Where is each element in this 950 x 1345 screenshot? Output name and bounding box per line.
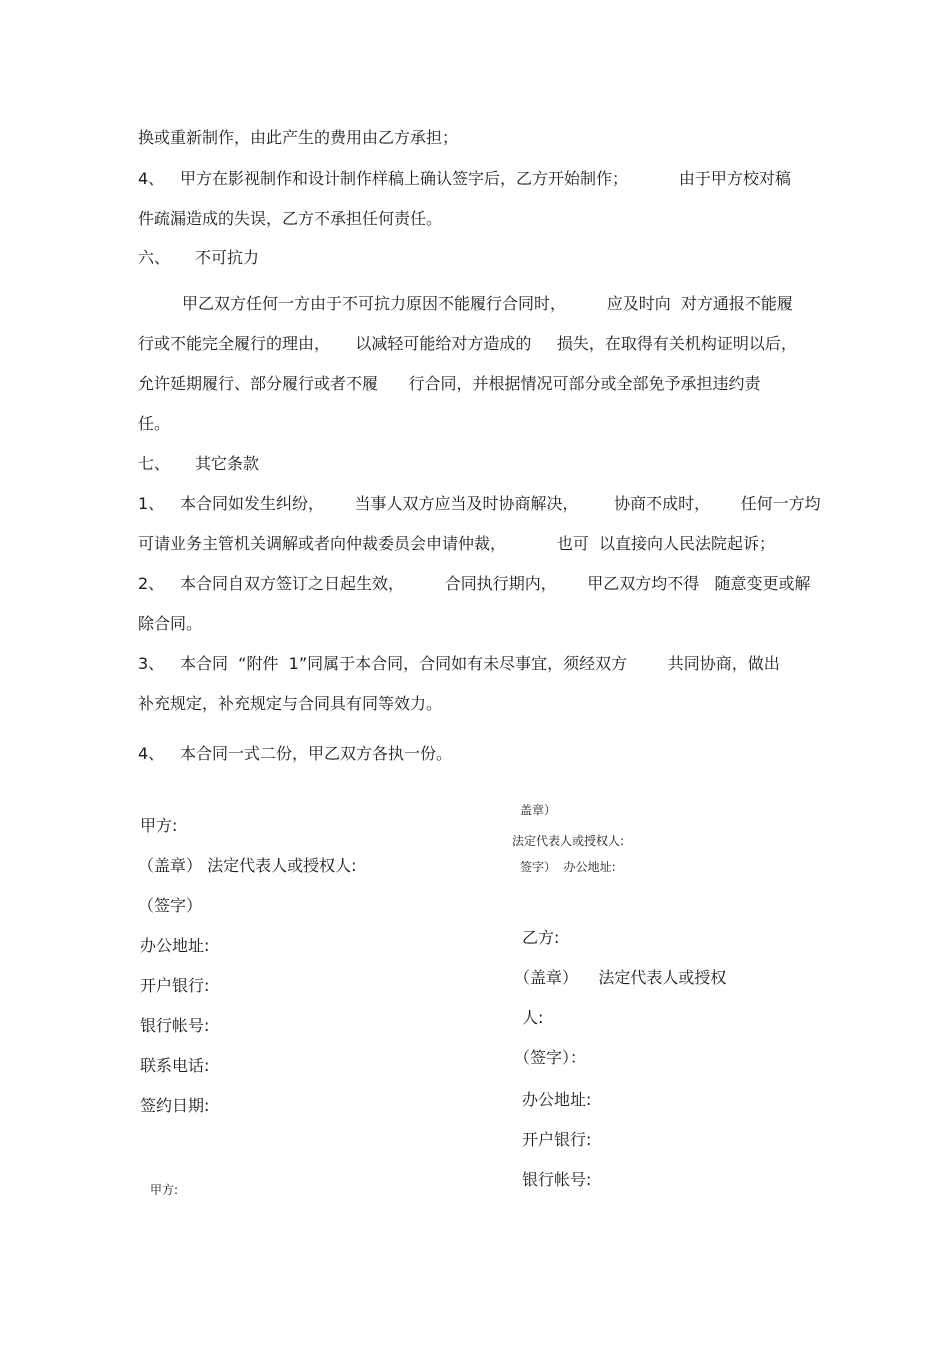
clause-2-line-2: 除合同。 [138,614,203,633]
clause-3-number: 3、 [138,654,165,673]
party-a-footer-label: 甲方: [150,1183,179,1197]
clause-2-number: 2、 [138,574,165,593]
party-a-account: 银行帐号: [140,1016,210,1035]
party-a-title: 甲方: [140,816,178,835]
clause-3-line-2: 补充规定，补充规定与合同具有同等效力。 [138,694,443,713]
party-b-representative-cont: 人: [522,1008,544,1027]
section-6-line-4: 任。 [138,414,171,433]
party-a-signature: （签字） [138,896,203,915]
party-a-address: 办公地址: [140,936,210,955]
section-6-line-1: 甲乙双方任何一方由于不可抗力原因不能履行合同时， 应及时向 对方通报不能履 [182,294,793,313]
clause-4-line-1: 本合同一式二份，甲乙双方各执一份。 [180,744,453,763]
body-line-1: 换或重新制作，由此产生的费用由乙方承担； [138,128,459,147]
party-a-phone: 联系电话: [140,1056,210,1075]
section-6-line-3: 允许延期履行、部分履行或者不履 行合同，并根据情况可部分或全部免予承担违约责 [138,374,761,393]
party-b-bank: 开户银行: [522,1130,592,1149]
party-b-account: 银行帐号: [522,1170,592,1189]
item-4-line-1: 甲方在影视制作和设计制作样稿上确认签字后，乙方开始制作； 由于甲方校对稿 [180,169,791,188]
party-b-signature: （签字）： [514,1048,587,1067]
party-b-title: 乙方: [522,928,560,947]
note-representative: 法定代表人或授权人: [512,834,625,848]
clause-1-number: 1、 [138,494,165,513]
party-b-seal-representative: （盖章） 法定代表人或授权 [514,968,727,987]
note-seal: 盖章） [520,803,557,817]
section-6-title: 不可抗力 [195,248,260,267]
item-4-number: 4、 [138,169,165,188]
section-7-title: 其它条款 [195,454,260,473]
party-a-seal-representative: （盖章） 法定代表人或授权人: [138,856,357,875]
clause-2-line-1: 本合同自双方签订之日起生效， 合同执行期内， 甲乙双方均不得 随意变更或解 [180,574,811,593]
clause-4-number: 4、 [138,744,165,763]
party-a-date: 签约日期: [140,1096,210,1115]
item-4-line-2: 件疏漏造成的失误，乙方不承担任何责任。 [138,209,443,228]
note-sign-address: 签字） 办公地址: [520,860,616,874]
party-b-address: 办公地址: [522,1090,592,1109]
party-a-bank: 开户银行: [140,976,210,995]
section-6-line-2: 行或不能完全履行的理由， 以减轻可能给对方造成的 损失，在取得有关机构证明以后， [138,334,797,353]
clause-1-line-2: 可请业务主管机关调解或者向仲裁委员会申请仲裁， 也可 以直接向人民法院起诉； [138,534,776,553]
clause-3-line-1: 本合同 “附件 1”同属于本合同，合同如有未尽事宜，须经双方 共同协商，做出 [180,654,780,673]
clause-1-line-1: 本合同如发生纠纷， 当事人双方应当及时协商解决， 协商不成时， 任何一方均 [180,494,821,513]
section-7-number: 七、 [138,454,171,473]
section-6-number: 六、 [138,248,171,267]
